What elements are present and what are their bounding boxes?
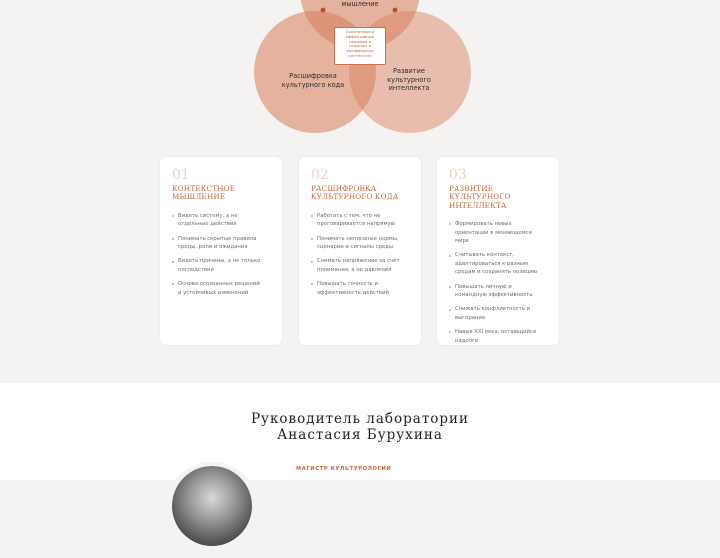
card-number: 03 [449,167,467,183]
card-list [449,220,548,345]
venn-dot-left [321,8,326,13]
avatar [164,462,260,558]
card-title: РАСШИФРОВКА КУЛЬТУРНОГО КОДА [311,184,399,202]
lab-head-title: Руководитель лаборатории Анастасия Бурухина [250,411,470,443]
card-list [172,212,271,297]
list-item: Снимать напряжение за счёт понимания, а не давления [311,257,410,274]
card-culture-code [298,156,422,346]
venn-center-box [334,27,386,65]
avatar-photo [172,466,252,546]
list-item: Видеть причины, а не только последствия [172,257,271,274]
list-item: Основа осознанных решений и устойчивых изменений [172,280,271,297]
list-item: Формировать новых ориентации в меняющемся мире [449,220,548,245]
venn-center-text: Осознанные и эффективные решения в сложных и меняющихся контекстах [345,29,375,58]
list-item: Считывать контекст, адаптироваться к разным средам и сохранять позицию [449,251,548,276]
card-title: КОНТЕКСТНОЕ МЫШЛЕНИЕ [172,184,236,202]
venn-diagram [0,0,720,140]
card-title: РАЗВИТИЕ КУЛЬТУРНОГО ИНТЕЛЛЕКТА [449,184,511,210]
venn-label-left: Расшифровка культурного кода [281,72,345,89]
venn-dot-right [393,8,398,13]
list-item: Видеть систему, а не отдельные действия [172,212,271,229]
card-number: 02 [311,167,329,183]
venn-label-top: мышление [341,0,379,8]
card-cultural-intelligence [436,156,560,346]
venn-label-right: Развитие культурного интеллекта [387,67,431,92]
card-number: 01 [172,167,190,183]
list-item: Работать с тем, что не проговаривается напрямую [311,212,410,229]
list-item: Навык XXI века, остающийся надолго [449,328,548,345]
list-item: Снижать конфликтность и выгорание [449,305,548,322]
list-item: Понимать скрытые правила среды, роли и ожидания [172,235,271,252]
list-item: Понимать неписаные нормы, сценарии и сигналы среды [311,235,410,252]
card-list [311,212,410,297]
list-item: Повышать точность и эффективность действий [311,280,410,297]
list-item: Повышать личную и командную эффективность [449,283,548,300]
lab-head-subtitle: МАГИСТР КУЛЬТУРОЛОГИИ [296,466,392,472]
card-contextual-thinking [159,156,283,346]
